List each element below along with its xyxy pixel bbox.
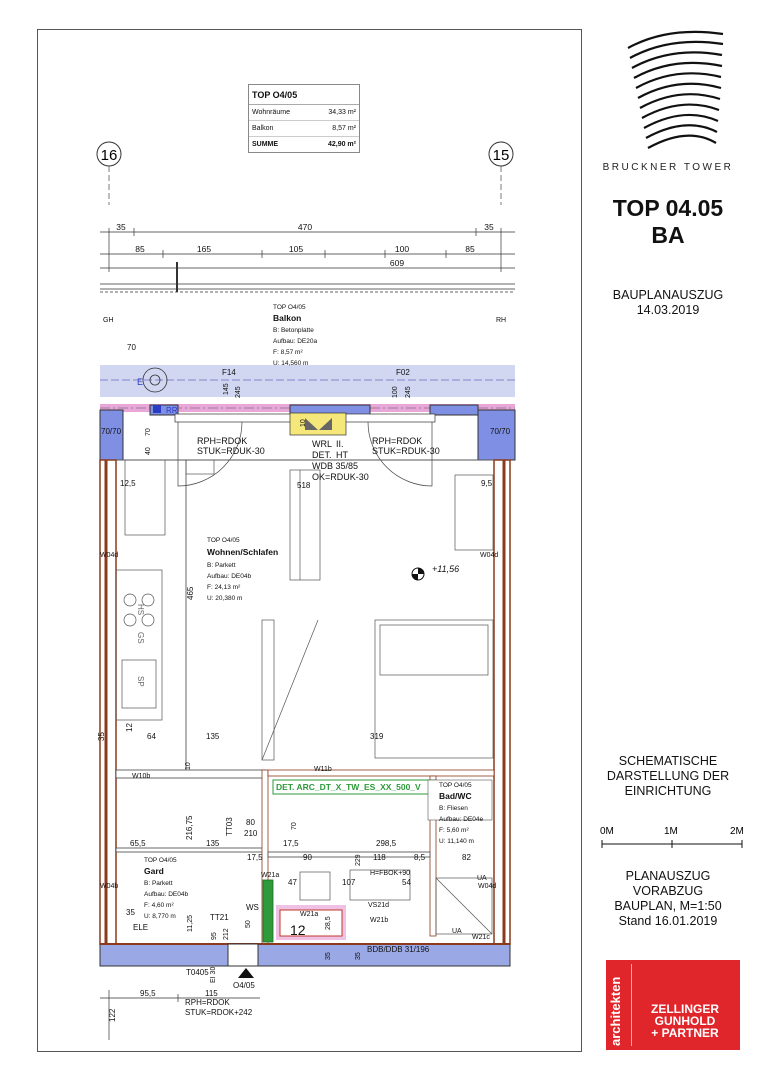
dim-70-c: 70 (291, 822, 298, 830)
grid-axis-15 (489, 142, 513, 205)
dim-319: 319 (370, 732, 384, 741)
dim-35-bottom-a: 35 (325, 952, 332, 960)
svg-text:U: 14,560 m: U: 14,560 m (273, 360, 309, 367)
svg-text:Bad/WC: Bad/WC (439, 791, 472, 801)
dim-64: 64 (147, 732, 156, 741)
dim-122: 122 (108, 1008, 117, 1022)
bauplanauszug-block: BAUPLANAUSZUG 14.03.2019 (612, 288, 724, 317)
dim-80: 80 (246, 818, 255, 827)
bruckner-tower-logo (598, 28, 738, 178)
label-vs21d: VS21d (368, 902, 390, 909)
label-ws: WS (246, 903, 259, 912)
svg-text:B: Betonplatte: B: Betonplatte (273, 327, 314, 334)
svg-text:85: 85 (465, 244, 475, 254)
area-table-title: TOP O4/05 (249, 85, 359, 105)
svg-text:B: Fliesen: B: Fliesen (439, 805, 468, 812)
svg-text:B: Parkett: B: Parkett (144, 880, 173, 887)
architect-logo: architekten ZELLINGER GUNHOLD + PARTNER (606, 960, 740, 1050)
dim-298-5: 298,5 (376, 839, 397, 848)
svg-text:Aufbau: DE04b: Aufbau: DE04b (207, 573, 252, 580)
svg-text:TOP O4/05: TOP O4/05 (439, 782, 472, 789)
elevation-marker (412, 568, 424, 580)
dim-135-a: 135 (206, 732, 220, 741)
label-det-2: HT (336, 450, 348, 460)
svg-text:U: 20,380 m: U: 20,380 m (207, 595, 243, 602)
dim-28-5: 28,5 (325, 916, 332, 930)
svg-text:105: 105 (288, 244, 304, 254)
label-tt03: TT03 (225, 817, 234, 836)
dim-518: 518 (297, 481, 311, 490)
label-f02: F02 (396, 368, 410, 377)
dim-50: 50 (245, 920, 252, 928)
label-room-12: 12 (290, 922, 306, 938)
label-elevation: +11,56 (432, 564, 460, 574)
svg-text:16: 16 (100, 147, 118, 164)
label-rph-left-1: RPH=RDOK (197, 436, 248, 446)
label-rh: RH (496, 317, 507, 324)
label-w04d-right: W04d (480, 552, 499, 559)
label-ua-1: UA (477, 875, 487, 882)
dim-216-75: 216,75 (185, 815, 194, 840)
label-w04b-left: W04b (100, 883, 119, 890)
label-rph-left-2: STUK=RDUK-30 (197, 446, 265, 456)
dim-47: 47 (288, 878, 297, 887)
balcony-insulation-band (100, 365, 515, 397)
label-o405: O4/05 (233, 981, 255, 990)
brand-name: BRUCKNER TOWER (602, 162, 734, 173)
label-rph-bottom-1: RPH=RDOK (185, 998, 230, 1007)
svg-text:15: 15 (492, 147, 510, 164)
svg-text:TOP O4/05: TOP O4/05 (144, 857, 177, 864)
dim-245-a: 245 (235, 386, 242, 398)
label-wdb: WDB 35/85 (312, 461, 359, 471)
balcony-edge (100, 262, 515, 292)
label-f14: F14 (222, 368, 236, 377)
dim-11-25: 11,25 (187, 915, 194, 932)
area-row-balkon: Balkon 8,57 m² (249, 121, 359, 137)
svg-text:35: 35 (116, 222, 126, 232)
schematic-note: SCHEMATISCHE DARSTELLUNG DER EINRICHTUNG (606, 754, 730, 798)
dim-8-5: 8,5 (414, 853, 426, 862)
label-det: DET. (312, 450, 332, 460)
label-t0405: T0405 (186, 968, 209, 977)
area-row-summe: SUMME 42,90 m² (252, 141, 356, 148)
dim-229: 229 (355, 854, 362, 866)
svg-text:609: 609 (389, 258, 405, 268)
svg-text:Aufbau: DE20a: Aufbau: DE20a (273, 338, 318, 345)
dim-82: 82 (462, 853, 471, 862)
interior-walls (116, 460, 497, 944)
dim-145: 145 (223, 383, 230, 395)
label-w04d-left: W04d (100, 552, 119, 559)
svg-text:1M: 1M (664, 826, 678, 837)
dim-95: 95 (211, 932, 218, 940)
svg-text:B: Parkett: B: Parkett (207, 562, 236, 569)
label-70-70-left: 70/70 (101, 427, 122, 436)
dim-12: 12 (125, 723, 134, 732)
label-fbok: H=FBOK+90 (370, 870, 411, 877)
label-rph-bottom-2: STUK=RDOK+242 (185, 1008, 253, 1017)
svg-text:TOP O4/05: TOP O4/05 (273, 304, 306, 311)
label-ei30: EI 30 (210, 966, 217, 983)
svg-text:85: 85 (135, 244, 145, 254)
label-wrl: WRL (312, 439, 332, 449)
svg-text:35: 35 (484, 222, 494, 232)
dim-95-5: 95,5 (140, 989, 156, 998)
label-w21a-2: W21a (300, 911, 319, 918)
svg-text:F: 24,13 m²: F: 24,13 m² (207, 584, 241, 591)
label-gh: GH (103, 317, 114, 324)
svg-text:0M: 0M (600, 826, 614, 837)
label-w11b: W11b (314, 766, 332, 773)
dim-100: 100 (392, 386, 399, 398)
dim-115: 115 (205, 989, 218, 998)
dimension-text-top (116, 222, 494, 268)
svg-text:100: 100 (394, 244, 410, 254)
dim-107: 107 (342, 878, 356, 887)
dim-245-b: 245 (405, 386, 412, 398)
label-tt21: TT21 (210, 913, 229, 922)
label-wrl-2: II. (336, 439, 344, 449)
furniture (262, 470, 493, 760)
room-stamp-wohnen (207, 537, 278, 602)
svg-text:F: 5,60 m²: F: 5,60 m² (439, 827, 469, 834)
label-sp: SP (136, 676, 145, 687)
dim-10-b: 10 (185, 762, 192, 770)
area-summary-table (248, 84, 360, 153)
svg-text:U: 8,770 m: U: 8,770 m (144, 913, 176, 920)
svg-text:2M: 2M (730, 826, 744, 837)
room-stamp-balkon (273, 304, 317, 367)
svg-text:F: 4,60 m²: F: 4,60 m² (144, 902, 174, 909)
room-stamp-gard (144, 857, 188, 920)
dim-9-5: 9,5 (481, 479, 493, 488)
label-w04d-right-b: W04d (478, 883, 497, 890)
dim-12-5: 12,5 (120, 479, 136, 488)
dim-10-a: 10 (300, 419, 307, 427)
dimension-lines-top (100, 228, 515, 272)
label-hs: HS (136, 604, 145, 616)
dim-70: 70 (127, 343, 136, 352)
dim-17-5-a: 17,5 (247, 853, 263, 862)
dim-90: 90 (303, 853, 312, 862)
dim-65-5: 65,5 (130, 839, 146, 848)
svg-text:U: 11,140 m: U: 11,140 m (439, 838, 474, 845)
label-w21b: W21b (370, 917, 389, 924)
label-gs: GS (136, 632, 145, 644)
svg-text:165: 165 (196, 244, 212, 254)
label-rph-right-1: RPH=RDOK (372, 436, 423, 446)
dim-35-left: 35 (97, 732, 106, 741)
architect-names: ZELLINGER GUNHOLD + PARTNER (651, 1002, 719, 1040)
label-70-70-right: 70/70 (490, 427, 511, 436)
area-row-wohnraeume: Wohnräume 34,33 m² (249, 105, 359, 121)
svg-text:TOP O4/05: TOP O4/05 (207, 537, 240, 544)
svg-text:F: 8,57 m²: F: 8,57 m² (273, 349, 303, 356)
svg-text:Balkon: Balkon (273, 313, 302, 323)
svg-text:470: 470 (297, 222, 313, 232)
grid-axis-16 (97, 142, 121, 205)
unit-title: TOP 04.05 BA (612, 195, 724, 248)
dim-35-gard: 35 (126, 908, 135, 917)
label-ele: ELE (133, 923, 149, 932)
svg-text:Gard: Gard (144, 866, 164, 876)
bottom-slab (100, 944, 510, 966)
dim-54: 54 (402, 878, 411, 887)
label-w21c: W21c (472, 934, 490, 941)
label-e: E (137, 377, 144, 387)
svg-text:Aufbau: DE04e: Aufbau: DE04e (439, 816, 484, 823)
dim-35-bottom-b: 35 (355, 952, 362, 960)
scale-bar (596, 824, 746, 850)
detail-reference-label: DET. ARC_DT_X_TW_ES_XX_500_V (276, 782, 421, 792)
plan-info-block: PLANAUSZUG VORABZUG BAUPLAN, M=1:50 Stand 16.01.2019 (614, 869, 722, 928)
dim-210: 210 (244, 829, 258, 838)
dim-70-b: 70 (145, 428, 152, 436)
label-rph-right-2: STUK=RDUK-30 (372, 446, 440, 456)
dim-212: 212 (223, 928, 230, 940)
kitchen-counter (116, 460, 214, 720)
dim-118: 118 (373, 853, 386, 862)
dim-135-b: 135 (206, 839, 220, 848)
dim-40: 40 (145, 447, 152, 455)
label-ok: OK=RDUK-30 (312, 472, 369, 482)
dim-465: 465 (186, 586, 195, 600)
label-w10b: W10b (132, 773, 151, 780)
dim-17-5-b: 17,5 (283, 839, 299, 848)
label-ua-2: UA (452, 928, 462, 935)
label-rr: RR (166, 406, 178, 415)
svg-text:Aufbau: DE04b: Aufbau: DE04b (144, 891, 189, 898)
svg-text:Wohnen/Schlafen: Wohnen/Schlafen (207, 547, 279, 557)
label-bdb: BDB/DDB 31/196 (367, 945, 430, 954)
label-w21a: W21a (261, 872, 280, 879)
